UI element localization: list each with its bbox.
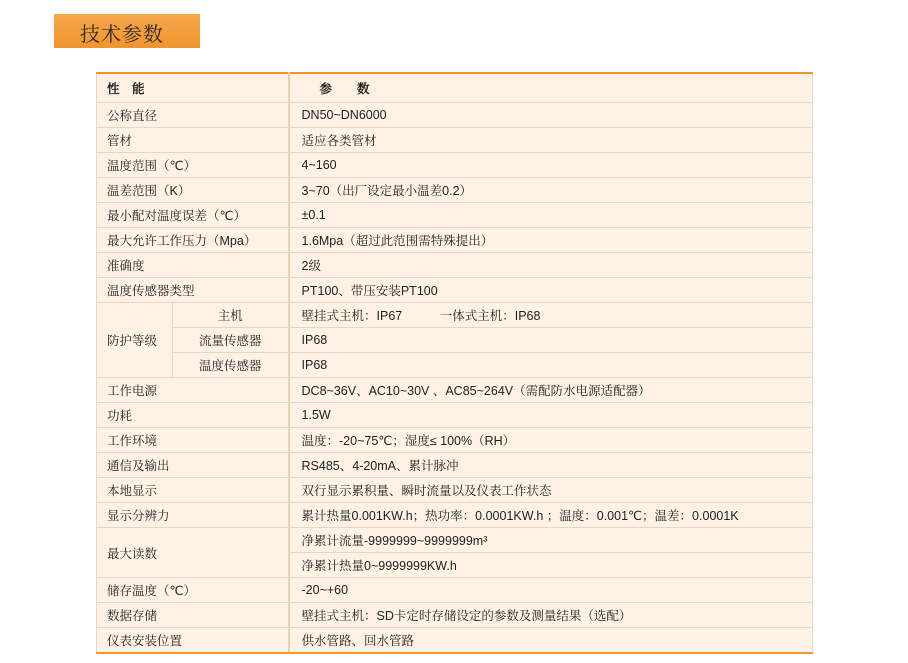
protection-sub-value: IP68 xyxy=(289,328,813,353)
row-property: 仪表安装位置 xyxy=(97,628,289,654)
table-row xyxy=(97,428,813,453)
row-value: 累计热量0.001KW.h；热功率：0.0001KW.h ；温度：0.001℃；温差：0.0001K xyxy=(289,503,813,528)
section-title: 技术参数 xyxy=(80,24,164,46)
max-reading-value: 净累计热量0~9999999KW.h xyxy=(289,553,813,578)
table-header-row xyxy=(97,73,813,103)
section-title-tab xyxy=(54,14,200,48)
max-reading-label: 最大读数 xyxy=(97,528,289,578)
row-value: -20~+60 xyxy=(289,578,813,603)
protection-sub-value: IP68 xyxy=(289,353,813,378)
row-property: 工作环境 xyxy=(97,428,289,453)
row-property: 最大允许工作压力（Mpa） xyxy=(97,228,289,253)
protection-sub-name: 流量传感器 xyxy=(173,328,289,353)
max-reading-value: 净累计流量-9999999~9999999m³ xyxy=(289,528,813,553)
row-property: 本地显示 xyxy=(97,478,289,503)
table-row xyxy=(97,628,813,654)
row-property: 最小配对温度误差（℃） xyxy=(97,203,289,228)
row-value: PT100、带压安装PT100 xyxy=(289,278,813,303)
row-property: 准确度 xyxy=(97,253,289,278)
table-row xyxy=(97,178,813,203)
table-row xyxy=(97,128,813,153)
row-property: 数据存储 xyxy=(97,603,289,628)
row-property: 温差范围（K） xyxy=(97,178,289,203)
row-value: 3~70（出厂设定最小温差0.2） xyxy=(289,178,813,203)
protection-label: 防护等级 xyxy=(97,303,173,378)
table-row xyxy=(97,578,813,603)
row-value: DN50~DN6000 xyxy=(289,103,813,128)
table-row xyxy=(97,203,813,228)
row-property: 温度范围（℃） xyxy=(97,153,289,178)
table-row-protection xyxy=(97,353,813,378)
table-row xyxy=(97,253,813,278)
row-property: 工作电源 xyxy=(97,378,289,403)
protection-sub-value: 壁挂式主机：IP67 一体式主机：IP68 xyxy=(289,303,813,328)
row-property: 公称直径 xyxy=(97,103,289,128)
table-row xyxy=(97,453,813,478)
table-row xyxy=(97,228,813,253)
protection-sub-name: 温度传感器 xyxy=(173,353,289,378)
row-value: 1.6Mpa（超过此范围需特殊提出） xyxy=(289,228,813,253)
row-value: RS485、4-20mA、累计脉冲 xyxy=(289,453,813,478)
table-row-max-reading xyxy=(97,528,813,553)
table-row xyxy=(97,103,813,128)
row-property: 管材 xyxy=(97,128,289,153)
header-value: 参 数 xyxy=(289,73,813,103)
spec-table xyxy=(96,72,813,654)
row-property: 功耗 xyxy=(97,403,289,428)
row-value: 供水管路、回水管路 xyxy=(289,628,813,654)
row-value: ±0.1 xyxy=(289,203,813,228)
table-row xyxy=(97,278,813,303)
table-row xyxy=(97,603,813,628)
row-property: 显示分辨力 xyxy=(97,503,289,528)
table-row xyxy=(97,378,813,403)
row-value: 适应各类管材 xyxy=(289,128,813,153)
row-value: DC8~36V、AC10~30V 、AC85~264V（需配防水电源适配器） xyxy=(289,378,813,403)
table-row xyxy=(97,478,813,503)
row-value: 1.5W xyxy=(289,403,813,428)
table-row xyxy=(97,403,813,428)
row-property: 温度传感器类型 xyxy=(97,278,289,303)
row-property: 通信及输出 xyxy=(97,453,289,478)
table-row-protection xyxy=(97,303,813,328)
row-value: 4~160 xyxy=(289,153,813,178)
table-row xyxy=(97,503,813,528)
table-row-protection xyxy=(97,328,813,353)
header-property: 性 能 xyxy=(97,73,289,103)
row-property: 储存温度（℃） xyxy=(97,578,289,603)
row-value: 温度：-20~75℃；湿度≤ 100%（RH） xyxy=(289,428,813,453)
protection-sub-name: 主机 xyxy=(173,303,289,328)
table-row xyxy=(97,153,813,178)
row-value: 双行显示累积量、瞬时流量以及仪表工作状态 xyxy=(289,478,813,503)
row-value: 壁挂式主机：SD卡定时存储设定的参数及测量结果（选配） xyxy=(289,603,813,628)
row-value: 2级 xyxy=(289,253,813,278)
